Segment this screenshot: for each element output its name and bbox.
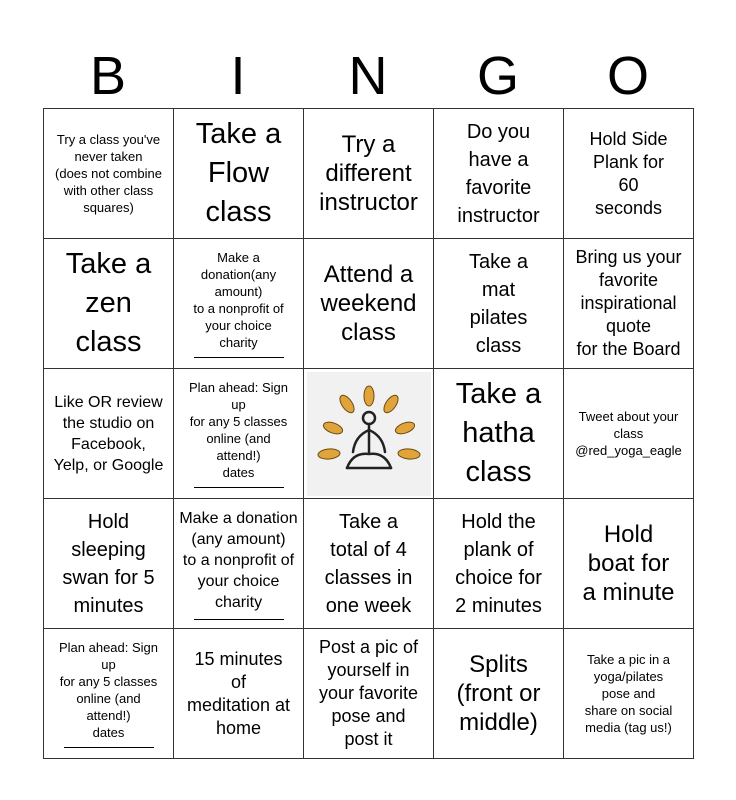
bingo-cell[interactable]	[563, 368, 694, 499]
bingo-grid	[43, 108, 693, 758]
bingo-cell[interactable]	[563, 108, 694, 239]
bingo-cell[interactable]	[43, 628, 174, 759]
cell-text: Plan ahead: Sign up for any 5 classes online (and attend!) dates	[58, 640, 159, 740]
bingo-cell[interactable]	[433, 628, 564, 759]
bingo-header	[43, 44, 693, 108]
bingo-cell[interactable]	[303, 498, 434, 629]
header-letter-o: O	[606, 46, 649, 106]
cell-text: Take a mat pilates class	[469, 250, 528, 357]
cell-text: Like OR review the studio on Facebook, Yelp, or Google	[53, 393, 164, 474]
cell-text: Take a Flow class	[195, 118, 282, 228]
header-letter-g: G	[476, 46, 519, 106]
bingo-cell[interactable]	[173, 368, 304, 499]
bingo-cell[interactable]	[303, 628, 434, 759]
cell-text: Hold boat for a minute	[582, 521, 675, 606]
bingo-cell[interactable]	[173, 238, 304, 369]
bingo-cell[interactable]	[563, 628, 694, 759]
cell-text: Hold Side Plank for 60 seconds	[589, 128, 668, 218]
cell-text: Hold sleeping swan for 5 minutes	[62, 510, 155, 617]
free-space-cell[interactable]	[303, 368, 434, 499]
cell-text: Bring us your favorite inspirational quote for the Board	[575, 247, 682, 359]
cell-text: Make a donation(any amount) to a nonprofit of your choice charity	[193, 250, 284, 350]
bingo-cell[interactable]	[173, 108, 304, 239]
meditation-icon	[307, 372, 431, 496]
bingo-cell[interactable]	[303, 108, 434, 239]
bingo-cell[interactable]	[173, 498, 304, 629]
cell-text: Take a hatha class	[455, 378, 542, 488]
cell-text: Make a donation (any amount) to a nonprofit of your choice charity	[179, 509, 298, 611]
cell-text: Try a class you've never taken (does not combine with other class squares)	[55, 132, 162, 215]
bingo-cell[interactable]	[433, 368, 564, 499]
bingo-cell[interactable]	[433, 238, 564, 369]
bingo-cell[interactable]	[43, 238, 174, 369]
cell-text: Take a pic in a yoga/pilates pose and share on social media (tag us!)	[584, 652, 673, 735]
signature-line	[194, 487, 284, 488]
bingo-cell[interactable]	[303, 238, 434, 369]
bingo-cell[interactable]	[433, 498, 564, 629]
cell-text: Plan ahead: Sign up for any 5 classes online (and attend!) dates	[188, 380, 289, 480]
cell-text: Post a pic of yourself in your favorite pose and post it	[318, 637, 419, 749]
cell-text: Tweet about your class @red_yoga_eagle	[575, 409, 682, 458]
bingo-cell[interactable]	[43, 498, 174, 629]
header-letter-i: I	[230, 46, 246, 106]
cell-text: Attend a weekend class	[320, 261, 417, 346]
cell-text: Take a total of 4 classes in one week	[324, 510, 413, 617]
cell-text: Splits (front or middle)	[456, 651, 541, 736]
bingo-cell[interactable]	[43, 368, 174, 499]
signature-line	[194, 619, 284, 620]
cell-text: Do you have a favorite instructor	[457, 120, 540, 227]
bingo-cell[interactable]	[173, 628, 304, 759]
signature-line	[64, 747, 154, 748]
signature-line	[194, 357, 284, 358]
cell-text: Try a different instructor	[319, 131, 418, 216]
cell-text: 15 minutes of meditation at home	[186, 648, 291, 738]
bingo-cell[interactable]	[563, 498, 694, 629]
bingo-cell[interactable]	[43, 108, 174, 239]
cell-text: Take a zen class	[65, 248, 152, 358]
header-letter-n: N	[348, 46, 388, 106]
bingo-cell[interactable]	[563, 238, 694, 369]
cell-text: Hold the plank of choice for 2 minutes	[455, 510, 542, 617]
bingo-cell[interactable]	[433, 108, 564, 239]
header-letter-b: B	[89, 46, 127, 106]
